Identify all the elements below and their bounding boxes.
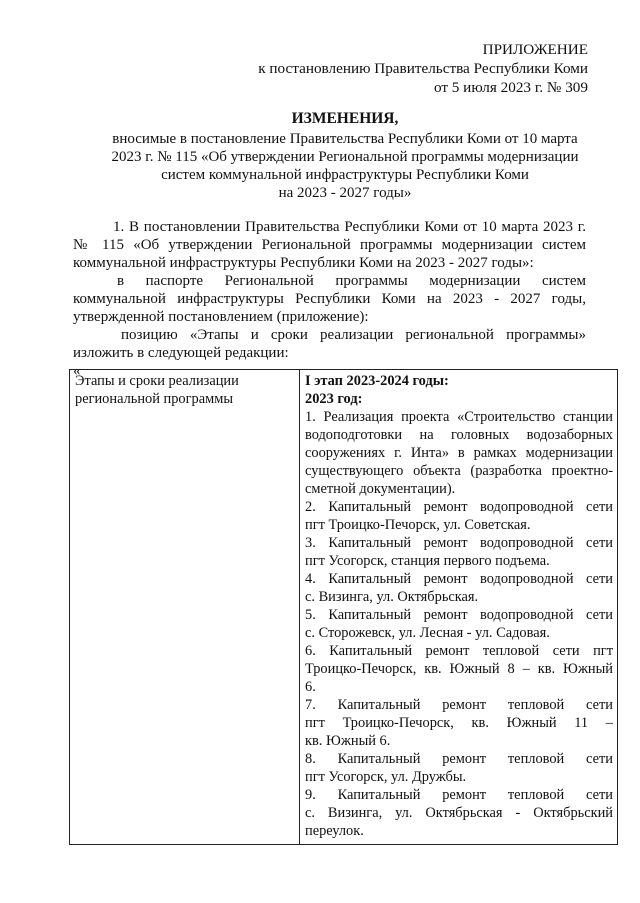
paragraph-2-line: в паспорте Региональной программы модернизации систем xyxy=(117,273,586,289)
list-item xyxy=(305,498,613,534)
paragraph-3-line: позицию «Этапы и сроки реализации региональной программы» xyxy=(121,327,586,343)
paragraph-2-line: коммунальной инфраструктуры Республики Коми на 2023 - 2027 годы, xyxy=(73,291,586,307)
item-line: Троицко-Печорск, кв. Южный 8 – кв. Южный xyxy=(305,661,613,677)
item-line: 3. Капитальный ремонт водопроводной сети xyxy=(305,535,613,551)
item-line: водоподготовки на головных водозаборных xyxy=(305,427,613,443)
item-line: пгт Усогорск, ул. Дружбы. xyxy=(305,769,467,785)
program-stages-table xyxy=(69,369,618,845)
document-heading xyxy=(70,110,620,202)
appendix-line-2: от 5 июля 2023 г. № 309 xyxy=(433,79,588,96)
item-line: 2. Капитальный ремонт водопроводной сети xyxy=(305,499,613,515)
list-item xyxy=(305,570,613,606)
item-line: пгт Усогорск, станция первого подъема. xyxy=(305,553,550,569)
list-item xyxy=(305,750,613,786)
item-line: 6. Капитальный ремонт тепловой сети пгт xyxy=(305,643,613,659)
paragraph-1-line: коммунальной инфраструктуры Республики Коми на 2023 - 2027 годы»: xyxy=(73,255,534,271)
item-line: пгт Троицко-Печорск, кв. Южный 11 – xyxy=(305,715,613,731)
item-line: с. Визинга, ул. Октябрьская. xyxy=(305,589,479,605)
appendix-line-1: к постановлению Правительства Республики Коми xyxy=(258,60,588,77)
body-text xyxy=(73,218,586,380)
list-item xyxy=(305,534,613,570)
table-row xyxy=(70,370,618,845)
list-item xyxy=(305,408,613,498)
stage-title: I этап 2023-2024 годы: xyxy=(305,373,449,389)
year-title: 2023 год: xyxy=(305,391,363,407)
item-line: сооружениях г. Инта» в рамках модернизации xyxy=(305,445,613,461)
table-cell-label xyxy=(70,370,300,845)
list-item xyxy=(305,606,613,642)
heading-title: ИЗМЕНЕНИЯ, xyxy=(291,110,399,127)
heading-line: на 2023 - 2027 годы» xyxy=(278,185,412,201)
item-line: 7. Капитальный ремонт тепловой сети xyxy=(305,697,613,713)
item-line: 8. Капитальный ремонт тепловой сети xyxy=(305,751,613,767)
list-item xyxy=(305,786,613,840)
heading-line: систем коммунальной инфраструктуры Республики Коми xyxy=(161,167,529,183)
item-line: с. Визинга, ул. Октябрьская - Октябрьский xyxy=(305,805,613,821)
paragraph-2-line: утвержденной постановлением (приложение): xyxy=(73,309,369,325)
item-line: сметной документации). xyxy=(305,481,456,497)
open-quote: « xyxy=(73,363,81,379)
item-line: существующего объекта (разработка проектно- xyxy=(305,463,613,479)
label-line: Этапы и сроки реализации xyxy=(75,373,239,389)
label-line: региональной программы xyxy=(75,391,233,407)
item-line: 1. Реализация проекта «Строительство станции xyxy=(305,409,613,425)
item-line: 5. Капитальный ремонт водопроводной сети xyxy=(305,607,613,623)
table-cell-content xyxy=(300,370,618,845)
appendix-title: ПРИЛОЖЕНИЕ xyxy=(482,41,588,58)
item-line: с. Сторожевск, ул. Лесная - ул. Садовая. xyxy=(305,625,550,641)
item-line: 4. Капитальный ремонт водопроводной сети xyxy=(305,571,613,587)
paragraph-1-line: 1. В постановлении Правительства Республики Коми от 10 марта 2023 г. xyxy=(113,219,586,235)
appendix-header xyxy=(258,40,588,97)
paragraph-3-line: изложить в следующей редакции: xyxy=(73,345,289,361)
heading-line: вносимые в постановление Правительства Республики Коми от 10 марта xyxy=(112,131,578,147)
item-line: 6. xyxy=(305,679,316,695)
item-line: переулок. xyxy=(305,823,364,839)
list-item xyxy=(305,696,613,750)
paragraph-1-line: № 115 «Об утверждении Региональной программы модернизации систем xyxy=(73,237,586,253)
item-line: кв. Южный 6. xyxy=(305,733,391,749)
item-line: пгт Троицко-Печорск, ул. Советская. xyxy=(305,517,531,533)
item-line: 9. Капитальный ремонт тепловой сети xyxy=(305,787,613,803)
list-item xyxy=(305,642,613,696)
heading-line: 2023 г. № 115 «Об утверждении Региональной программы модернизации xyxy=(111,149,579,165)
